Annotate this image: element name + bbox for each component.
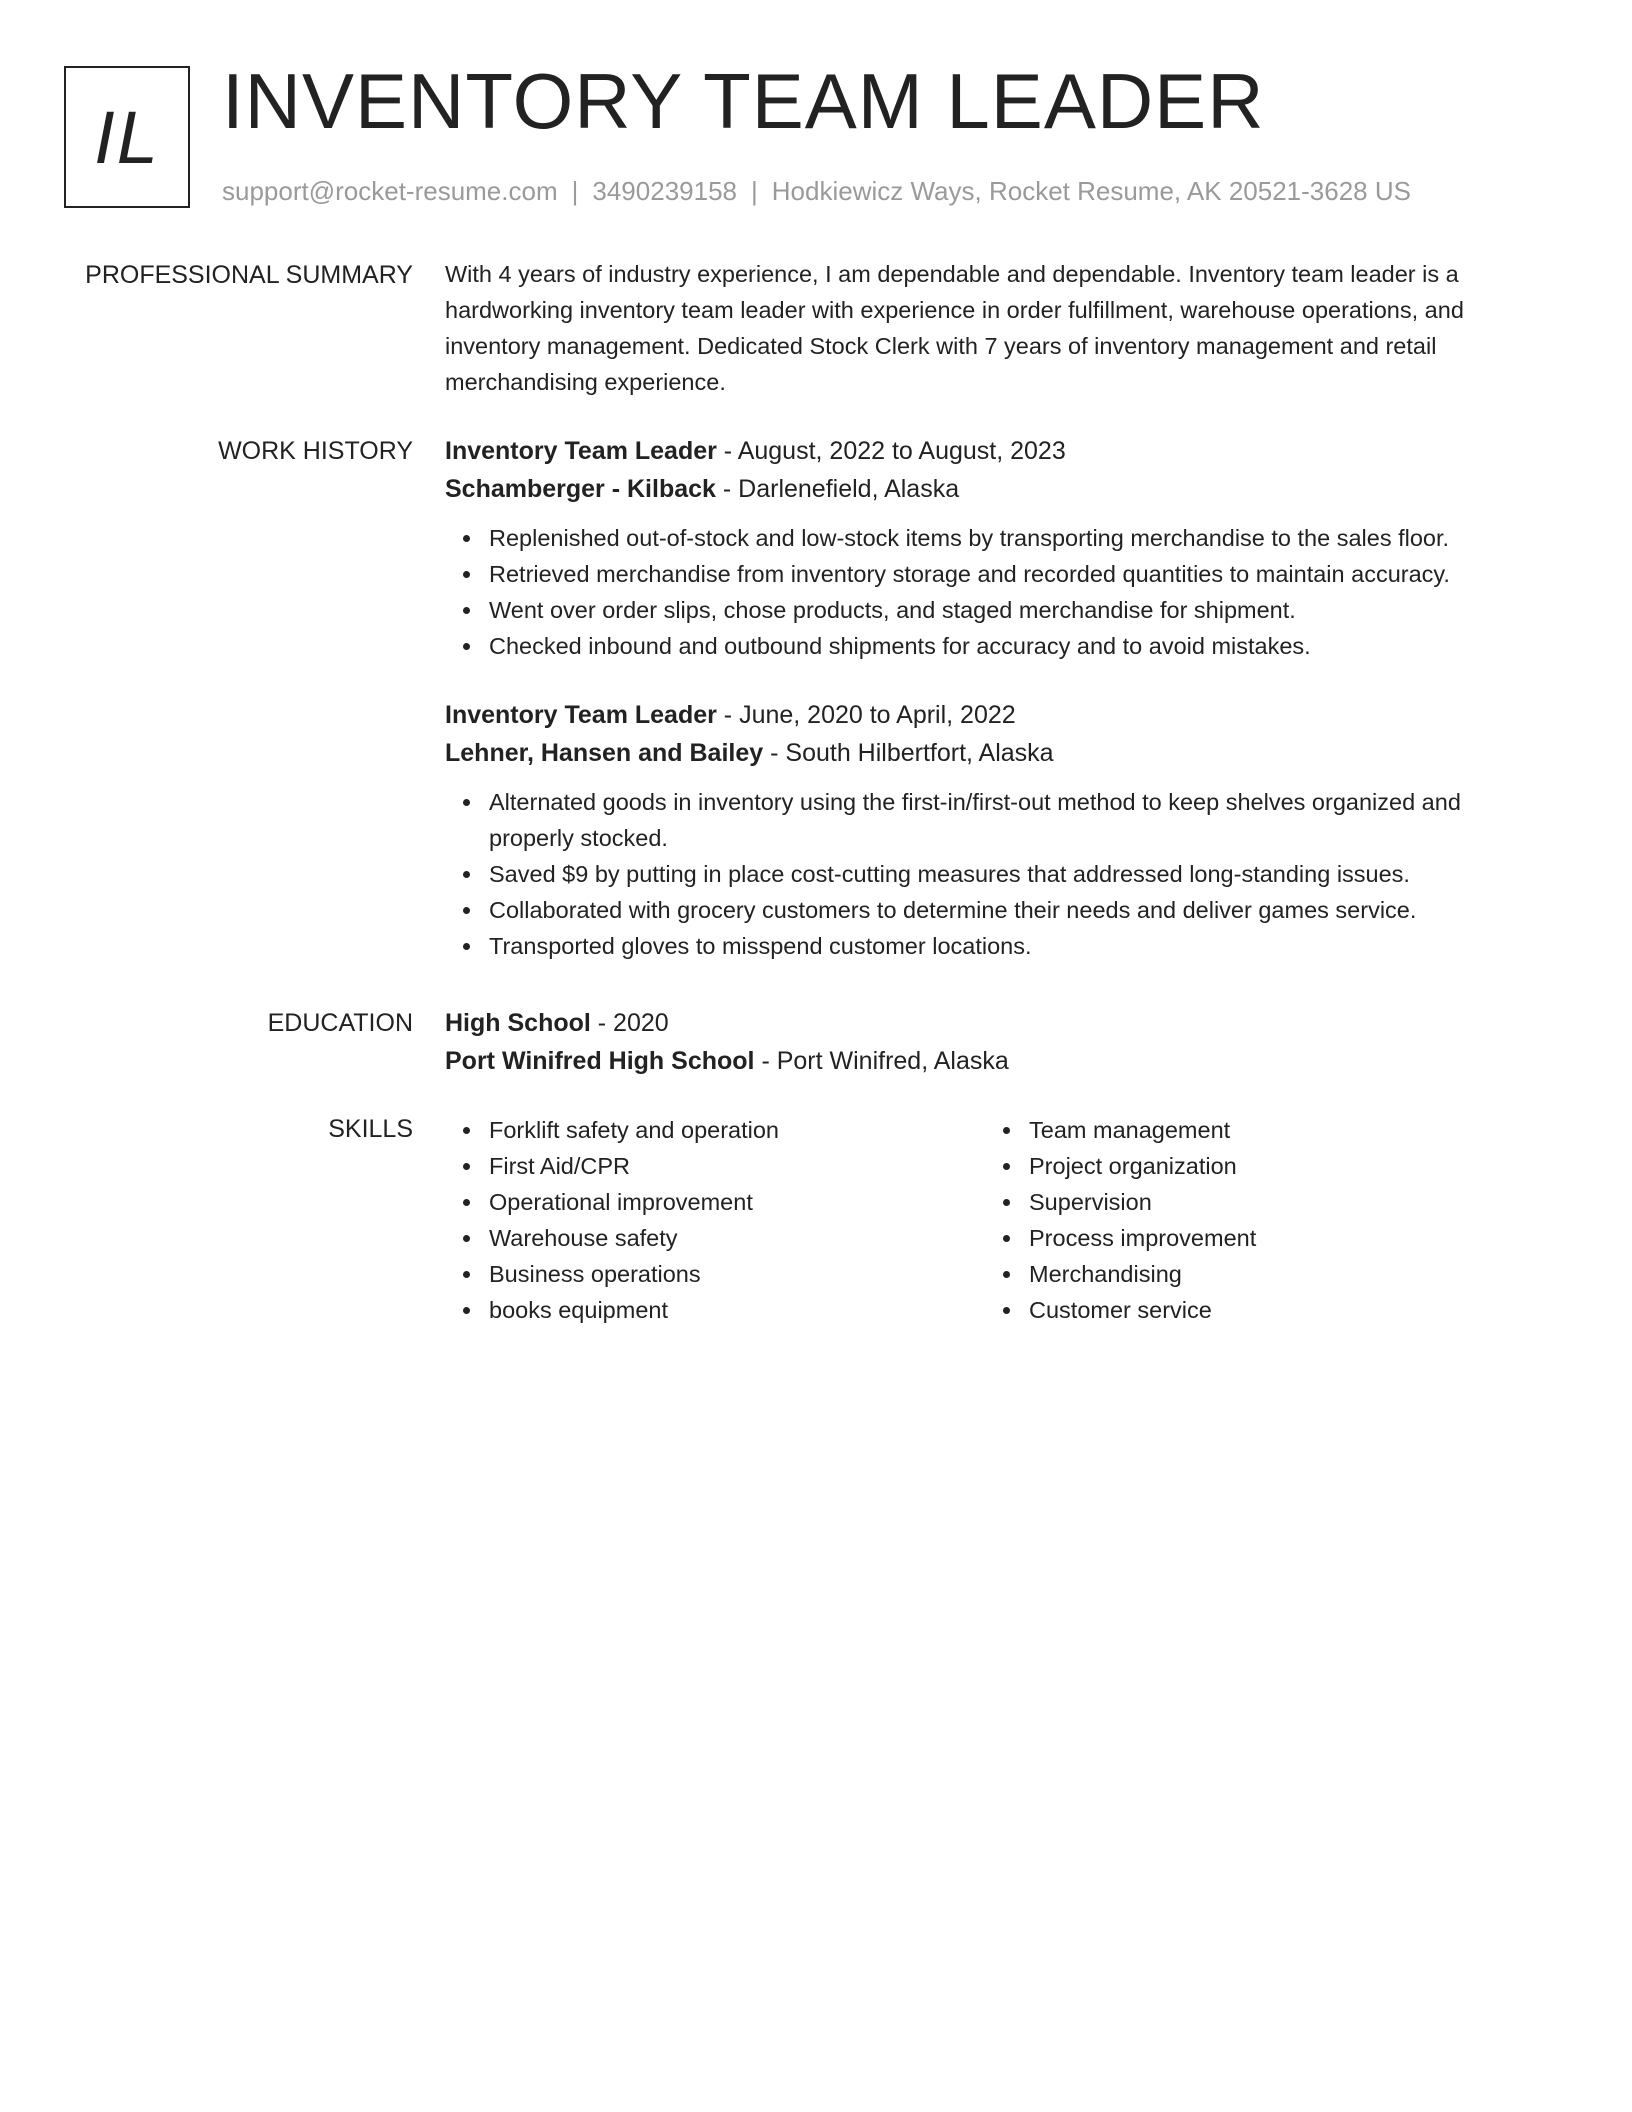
job-bullet: Went over order slips, chose products, and staged merchandise for shipment. — [489, 592, 1525, 628]
education-degree-line — [445, 1004, 1525, 1042]
job-bullet: Checked inbound and outbound shipments for accuracy and to avoid mistakes. — [489, 628, 1525, 664]
education-school-line — [445, 1042, 1525, 1080]
job-entry — [445, 696, 1525, 964]
education-label: EDUCATION — [267, 1009, 413, 1037]
education-body — [445, 1004, 1525, 1080]
job-title: Inventory Team Leader — [445, 437, 717, 465]
skill-item: First Aid/CPR — [489, 1148, 985, 1184]
contact-phone: 3490239158 — [592, 176, 737, 206]
skills-columns — [445, 1112, 1525, 1328]
job-company-line — [445, 734, 1525, 772]
monogram-initials: IL — [94, 95, 160, 179]
contact-separator: | — [571, 176, 579, 206]
summary-label: PROFESSIONAL SUMMARY — [85, 261, 413, 289]
contact-address: Hodkiewicz Ways, Rocket Resume, AK 20521-3628 US — [771, 176, 1411, 206]
job-entry — [445, 432, 1525, 664]
job-bullet: Replenished out-of-stock and low-stock items by transporting merchandise to the sales floor. — [489, 520, 1525, 556]
job-dates: - June, 2020 to April, 2022 — [716, 701, 1016, 729]
resume-title: INVENTORY TEAM LEADER — [222, 57, 1265, 145]
education-degree: High School — [445, 1009, 591, 1037]
skills-list — [985, 1112, 1525, 1328]
job-dates: - August, 2022 to August, 2023 — [716, 437, 1066, 465]
skill-item: Forklift safety and operation — [489, 1112, 985, 1148]
job-company: Schamberger - Kilback — [445, 475, 716, 503]
job-title-line — [445, 696, 1525, 734]
skills-column-right — [985, 1112, 1525, 1328]
skill-item: Operational improvement — [489, 1184, 985, 1220]
contact-line — [222, 174, 1411, 208]
work-history-label: WORK HISTORY — [218, 437, 413, 465]
skill-item: Merchandising — [1029, 1256, 1525, 1292]
job-title: Inventory Team Leader — [445, 701, 717, 729]
skill-item: Project organization — [1029, 1148, 1525, 1184]
job-bullets — [445, 784, 1525, 964]
skills-label: SKILLS — [328, 1115, 413, 1143]
skill-item: Supervision — [1029, 1184, 1525, 1220]
skill-item: books equipment — [489, 1292, 985, 1328]
job-bullet: Collaborated with grocery customers to determine their needs and deliver games service. — [489, 892, 1525, 928]
education-school: Port Winifred High School — [445, 1047, 755, 1075]
skill-item: Process improvement — [1029, 1220, 1525, 1256]
skill-item: Business operations — [489, 1256, 985, 1292]
job-title-line — [445, 432, 1525, 470]
monogram-logo — [64, 66, 190, 208]
summary-text: With 4 years of industry experience, I am dependable and dependable. Inventory team leader is a hardworking inventory team leader with experience in order fulfillment, warehouse operations, and inventory management. Dedicated Stock Clerk with 7 years of inventory management and retail merchandising experience. — [445, 261, 1464, 395]
skills-list — [445, 1112, 985, 1328]
skills-column-left — [445, 1112, 985, 1328]
job-bullet: Saved $9 by putting in place cost-cutting measures that addressed long-standing issues. — [489, 856, 1525, 892]
job-company-line — [445, 470, 1525, 508]
contact-separator: | — [751, 176, 758, 206]
education-location: - Port Winifred, Alaska — [754, 1047, 1009, 1075]
job-bullets — [445, 520, 1525, 664]
skill-item: Warehouse safety — [489, 1220, 985, 1256]
contact-email: support@rocket-resume.com — [222, 176, 558, 206]
skill-item: Customer service — [1029, 1292, 1525, 1328]
skill-item: Team management — [1029, 1112, 1525, 1148]
job-location: - Darlenefield, Alaska — [715, 475, 960, 503]
job-bullet: Transported gloves to misspend customer locations. — [489, 928, 1525, 964]
job-bullet: Retrieved merchandise from inventory storage and recorded quantities to maintain accuracy. — [489, 556, 1525, 592]
job-bullet: Alternated goods in inventory using the first-in/first-out method to keep shelves organized and properly stocked. — [489, 784, 1525, 856]
work-history-body — [445, 432, 1525, 964]
education-year: - 2020 — [590, 1009, 669, 1037]
job-location: - South Hilbertfort, Alaska — [763, 739, 1054, 767]
summary-body — [445, 256, 1525, 400]
job-company: Lehner, Hansen and Bailey — [445, 739, 764, 767]
skills-body — [445, 1112, 1525, 1328]
